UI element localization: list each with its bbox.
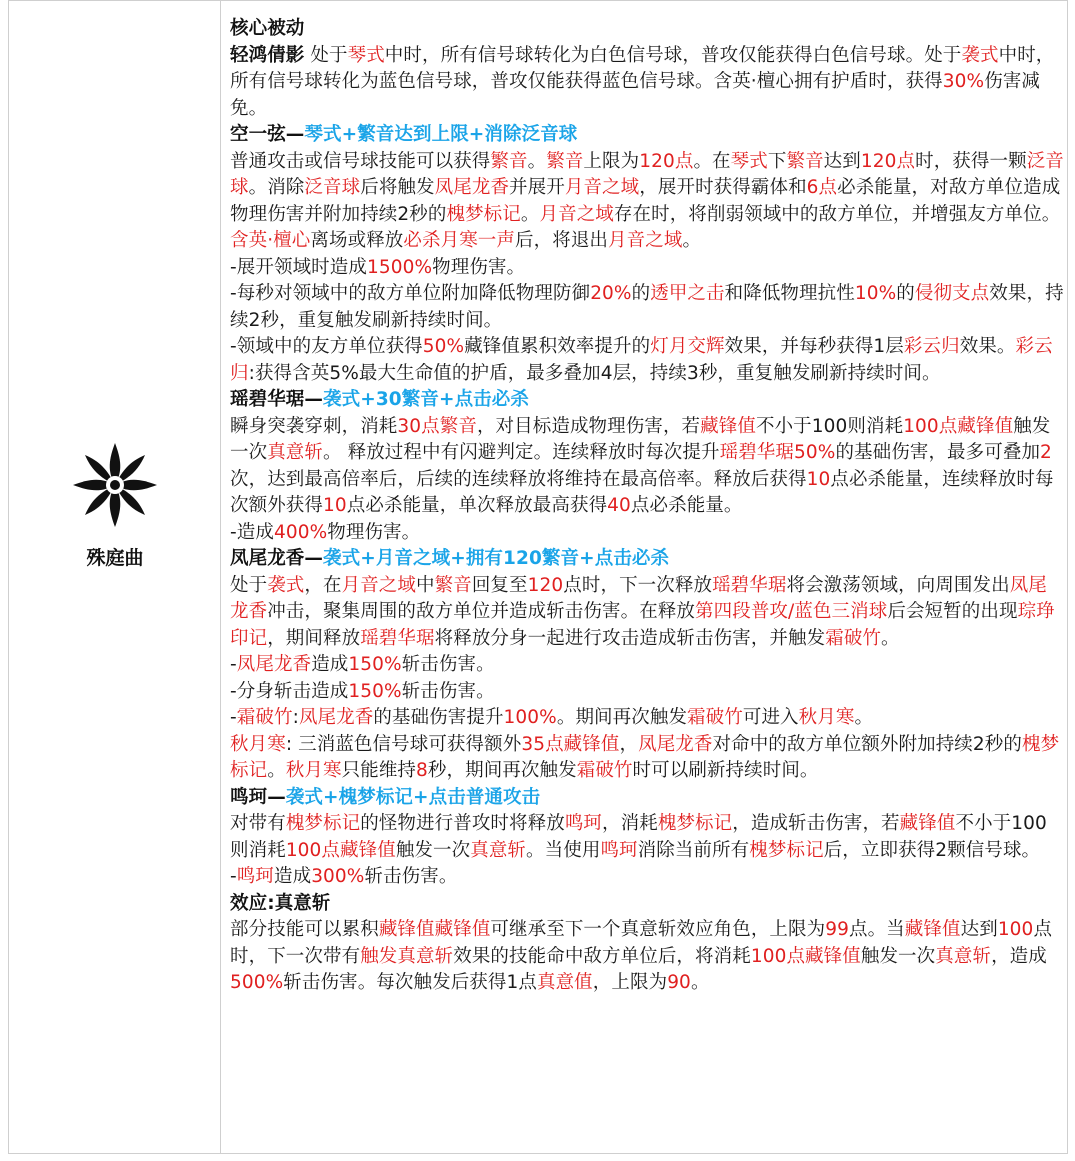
text-segment: 处于 [230,574,268,596]
highlight-term: 彩云归 [230,336,1053,384]
text-segment: 的基础伤害提升 [373,707,504,728]
character-cell [9,1,221,1153]
text-segment: 离场或释放 [310,230,404,251]
text-segment: - [230,707,237,728]
text-segment: 不小于100则消耗 [230,813,1047,861]
text-segment: 不小于100则消耗 [755,415,904,437]
text-segment: 次，达到最高倍率后，后续的连续释放将维持在最高倍率。释放后获得 [230,468,807,490]
text-segment: 将会激荡领域，向周围发出 [786,574,1010,596]
highlight-term: 瑶碧华琚 [712,574,787,596]
highlight-term: 灯月交辉 [650,336,725,357]
skill-heading: 效应:真意斩 [230,892,331,914]
text-segment: ，造成 [991,945,1047,967]
text-segment: 并展开 [509,177,565,198]
text-segment: 斩击伤害。 [401,654,495,675]
highlight-term: 凤尾龙香 [434,177,510,198]
text-segment: 秒，期间再次触发 [427,760,577,781]
text-segment: 上限为 [583,150,640,172]
highlight-term: 透甲之击 [650,283,725,304]
text-segment: 将释放分身一起进行攻击造成斩击伤害，并触发 [434,627,826,649]
highlight-term: 月音之域 [341,574,417,596]
text-segment: 。消除 [248,177,305,198]
highlight-term: 含英·檀心 [230,230,311,251]
text-segment: 。在 [693,150,731,172]
text-segment: 可进入 [742,707,799,728]
skill-condition: 琴式+繁音达到上限+消除泛音球 [304,124,578,145]
highlight-term: 彩云归 [903,336,960,357]
highlight-term: 100点藏锋值 [750,945,861,967]
highlight-term: 繁音 [490,150,528,172]
highlight-term: 霜破竹 [825,627,882,649]
text-segment: 藏锋值累积效率提升的 [464,336,651,357]
highlight-term: 20% [590,283,632,304]
text-segment: 达到 [960,919,998,940]
highlight-term: 瑶碧华琚50% [719,442,836,463]
text-segment: 可继承至下一个真意斩效应角色，上限为 [490,919,826,940]
skill-heading: 瑶碧华琚— [230,389,324,410]
text-segment: 物理伤害。 [432,256,526,278]
text-segment: 时，获得一颗 [915,150,1027,172]
highlight-term: 槐梦标记 [285,813,361,834]
highlight-term: 150% [348,680,402,702]
highlight-term: 袭式 [961,44,999,66]
text-segment: 。 [520,203,540,225]
highlight-term: 瑶碧华琚 [360,627,435,649]
highlight-term: 10 [323,495,347,516]
text-segment: 。 [881,627,900,649]
highlight-term: 鸣珂 [564,813,603,834]
highlight-term: 秋月寒 [798,707,855,728]
highlight-term: 40 [607,495,631,516]
text-segment: ，上限为 [592,972,668,993]
text-segment: 效果的技能命中敌方单位后，将消耗 [453,945,751,967]
description-line [230,43,1064,123]
highlight-term: 8 [416,760,428,781]
text-segment: 点必杀能量。 [630,495,743,516]
text-segment: 冲击，聚集周围的敌方单位并造成斩击伤害。在释放 [267,601,696,622]
highlight-term: 100% [503,707,557,728]
text-segment: 。 释放过程中有闪避判定。连续释放时每次提升 [323,442,720,463]
text-segment: 点。当 [848,919,905,940]
description-line [230,414,1064,520]
text-segment: - [230,866,237,887]
text-segment: 存在时，将削弱领域中的敌方单位，并增强友方单位。 [613,203,1061,225]
text-segment: ，对目标造成物理伤害，若 [476,415,701,437]
text-segment: 的基础伤害，最多可叠加 [835,442,1041,463]
highlight-term: 霜破竹 [236,707,293,728]
description-line [230,679,1064,706]
skill-condition: 袭式+30繁音+点击必杀 [323,389,529,410]
highlight-term: 99 [825,919,849,940]
description-line [230,811,1064,864]
text-segment: 处于 [304,44,348,66]
highlight-term: 500% [230,972,284,993]
highlight-term: 秋月寒 [285,760,342,781]
highlight-term: 30点繁音 [397,415,477,437]
text-segment: 中 [416,574,435,596]
text-segment: ，期间释放 [267,627,361,649]
description-line [230,785,1064,812]
text-segment: 达到 [823,150,861,172]
text-segment: 后会短暂的出现 [887,601,1018,622]
description-line [230,387,1064,414]
text-segment: 对带有 [230,813,286,834]
highlight-term: 6点 [806,177,838,198]
text-segment: 。 [682,230,702,251]
highlight-term: 2 [1040,442,1052,463]
highlight-term: 琮琤印记 [230,601,1055,649]
text-segment: 。 [267,760,286,781]
text-segment: 后，立即获得2颗信号球。 [823,839,1041,861]
highlight-term: 琴式 [730,150,768,172]
description-line [230,917,1064,997]
text-segment: 必杀能量，对敌方单位造成物理伤害并附加持续2秒的 [230,177,1061,225]
text-segment: 斩击伤害。 [401,680,495,702]
text-segment: -每秒对领域中的敌方单位附加降低物理防御 [230,283,591,304]
text-segment: 时可以刷新持续时间。 [632,760,819,781]
highlight-term: 槐梦标记 [657,813,733,834]
highlight-term: 侵彻支点 [914,283,990,304]
highlight-term: 泛音球 [230,150,1064,198]
skill-heading: 轻鸿倩影 [230,44,305,66]
text-segment: ，消耗 [602,813,658,834]
highlight-term: 真意值 [536,972,593,993]
text-segment: 。 [527,150,547,172]
text-segment: 。 [690,972,710,993]
text-segment: 回复至 [471,574,528,596]
text-segment: -领域中的友方单位获得 [230,336,423,357]
highlight-term: 150% [348,654,402,675]
text-segment: 后将触发 [360,177,435,198]
highlight-term: 藏锋值 [904,919,961,940]
text-segment: 效果。 [959,336,1016,357]
skill-heading: 空一弦— [230,124,305,145]
text-segment: ，在 [304,574,342,596]
text-segment: ，展开时获得霸体和 [639,177,807,198]
skill-condition: 袭式+槐梦标记+点击普通攻击 [285,786,541,808]
text-segment: 普通攻击或信号球技能可以获得 [230,150,491,172]
highlight-term: 30% [942,71,985,92]
highlight-term: 100点藏锋值 [285,839,396,861]
character-name: 殊庭曲 [86,547,144,569]
text-segment: : 三消蓝色信号球可获得额外 [285,733,522,755]
highlight-term: 鸣珂 [600,839,638,861]
highlight-term: 凤尾龙香 [236,654,312,675]
text-segment: 伤害减免。 [230,71,1041,119]
text-segment: 点必杀能量，连续释放时每次额外获得 [230,468,1054,516]
text-segment: 点时，下一次释放 [563,574,713,596]
highlight-term: 真意斩 [267,442,324,463]
text-segment: 后，将退出 [515,230,609,251]
text-segment: -展开领域时造成 [230,256,367,278]
highlight-term: 50% [422,336,465,357]
highlight-term: 触发真意斩 [360,945,454,967]
highlight-term: 10 [806,468,831,490]
highlight-term: 藏锋值藏锋值 [378,919,491,940]
highlight-term: 月音之域 [539,203,614,225]
text-segment: 造成 [273,866,312,887]
highlight-term: 泛音球 [304,177,361,198]
text-segment: : [292,707,299,728]
description-line [230,573,1064,653]
text-segment: -造成 [230,521,274,543]
highlight-term: 第四段普攻/蓝色三消球 [695,601,888,622]
highlight-term: 10% [854,283,897,304]
description-line [230,864,1064,891]
highlight-term: 真意斩 [470,839,527,861]
text-segment: ，造成斩击伤害，若 [732,813,900,834]
highlight-term: 繁音 [786,150,824,172]
highlight-term: 120点 [639,150,694,172]
text-segment: :获得含英5%最大生命值的护盾，最多叠加4层，持续3秒，重复触发刷新持续时间。 [248,362,941,384]
highlight-term: 繁音 [434,574,472,596]
text-segment: 效果，持续2秒，重复触发刷新持续时间。 [230,283,1064,331]
highlight-term: 120 [527,574,564,596]
text-segment: 中时，所有信号球转化为蓝色信号球，普攻仅能获得蓝色信号球。含英·檀心拥有护盾时，获得 [230,44,1055,92]
text-segment: 点时，下一次带有 [230,919,1053,967]
text-segment: 只能维持 [341,760,417,781]
highlight-term: 凤尾龙香 [230,574,1047,622]
text-segment: 斩击伤害。每次触发后获得1点 [283,972,537,993]
highlight-term: 琴式 [347,44,385,66]
text-segment: 和降低物理抗性 [724,283,855,304]
highlight-term: 1500% [366,256,433,278]
text-segment: 触发一次 [395,839,471,861]
description-line [230,732,1064,785]
highlight-term: 鸣珂 [236,866,274,887]
text-segment: 触发一次 [860,945,936,967]
highlight-term: 月音之域 [608,230,683,251]
highlight-term: 藏锋值 [899,813,956,834]
text-segment: 斩击伤害。 [364,866,458,887]
highlight-term: 凤尾龙香 [298,707,374,728]
skill-description [230,16,1064,997]
description-line [230,652,1064,679]
text-segment: 。期间再次触发 [556,707,688,728]
text-segment: 。当使用 [526,839,601,861]
text-segment: 的 [631,283,651,304]
text-segment: 点必杀能量，单次释放最高获得 [346,495,608,516]
text-segment: ， [619,733,639,755]
skill-table [8,0,1068,1154]
highlight-term: 秋月寒 [230,733,286,755]
highlight-term: 400% [273,521,328,543]
highlight-term: 月音之域 [564,177,640,198]
highlight-term: 袭式 [267,574,305,596]
flower-emblem-icon [71,441,159,529]
highlight-term: 必杀月寒一声 [403,230,516,251]
highlight-term: 35点藏锋值 [521,733,620,755]
description-line [230,546,1064,573]
highlight-term: 槐梦标记 [446,203,521,225]
description-line [230,16,1064,43]
text-segment: - [230,654,237,675]
skill-heading: 凤尾龙香— [230,548,324,569]
text-segment: 物理伤害。 [327,521,421,543]
highlight-term: 槐梦标记 [749,839,824,861]
description-line [230,122,1064,149]
description-line [230,891,1064,918]
highlight-term: 霜破竹 [576,760,633,781]
description-line [230,281,1064,334]
text-segment: 消除当前所有 [637,839,750,861]
description-line [230,705,1064,732]
highlight-term: 繁音 [546,150,584,172]
text-segment: 造成 [311,654,349,675]
text-segment: 对命中的敌方单位额外附加持续2秒的 [712,733,1022,755]
highlight-term: 120点 [860,150,916,172]
text-segment: 中时，所有信号球转化为白色信号球，普攻仅能获得白色信号球。处于 [384,44,962,66]
highlight-term: 凤尾龙香 [638,733,713,755]
skill-condition: 袭式+月音之域+拥有120繁音+点击必杀 [323,548,670,569]
highlight-term: 槐梦标记 [230,733,1060,781]
description-line [230,149,1064,255]
description-line [230,255,1064,282]
highlight-term: 300% [311,866,365,887]
highlight-term: 真意斩 [935,945,992,967]
description-line [230,520,1064,547]
highlight-term: 藏锋值 [700,415,756,437]
highlight-term: 100点藏锋值 [903,415,1014,437]
text-segment: 触发一次 [230,415,1051,463]
text-segment: 。 [854,707,874,728]
highlight-term: 90 [667,972,691,993]
text-segment: 部分技能可以累积 [230,919,379,940]
text-segment: 下 [767,150,787,172]
text-segment: 效果，并每秒获得1层 [724,336,904,357]
skill-heading: 鸣珂— [230,786,286,808]
text-segment: -分身斩击造成 [230,680,349,702]
text-segment: 瞬身突袭穿刺，消耗 [230,415,398,437]
text-segment: 的怪物进行普攻时将释放 [360,813,565,834]
highlight-term: 100 [997,919,1034,940]
highlight-term: 霜破竹 [687,707,743,728]
skill-heading: 核心被动 [230,18,305,39]
description-line [230,334,1064,387]
text-segment: 的 [896,283,915,304]
